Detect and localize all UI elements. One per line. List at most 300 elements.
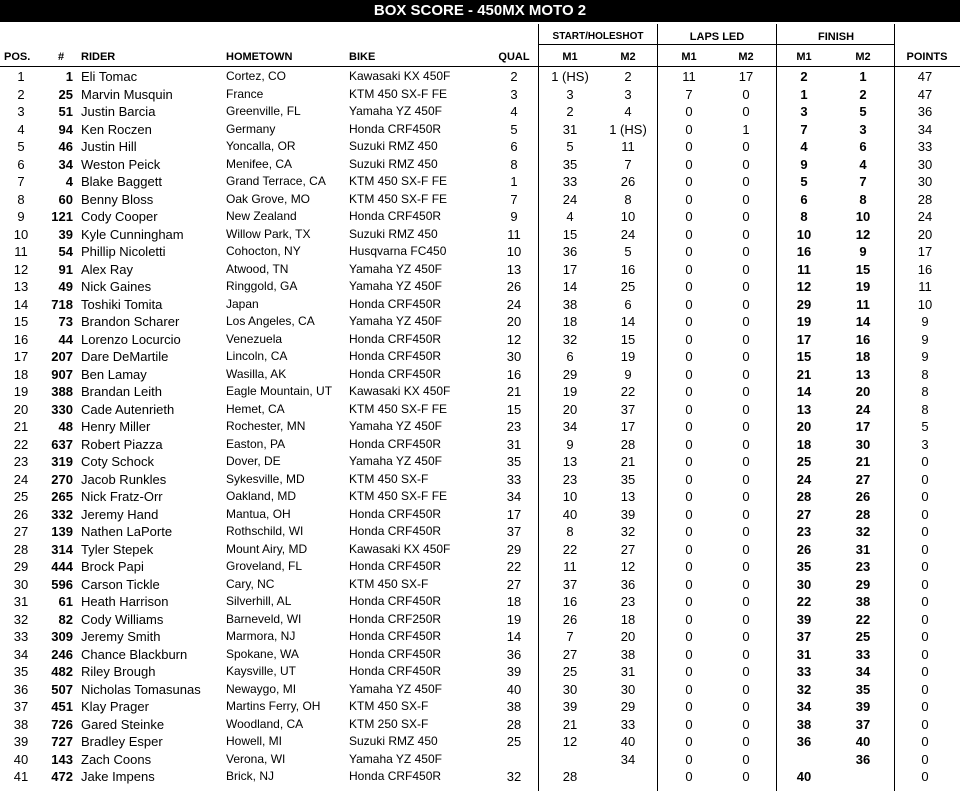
start-m2-cell: 7 [624,156,632,172]
start-m2-cell: 5 [624,244,632,259]
hometown-cell: Silverhill, AL [226,594,292,608]
laps-led-m1-cell: 0 [685,751,693,767]
laps-led-m2-cell: 17 [738,69,754,84]
number-cell: 1 [65,69,73,84]
laps-led-m1-cell: 0 [685,454,693,469]
laps-led-m2-cell: 0 [742,594,750,609]
table-row [0,646,960,664]
qual-cell: 8 [510,156,518,172]
table-row [0,261,960,279]
bike-cell: Kawasaki KX 450F [349,541,451,556]
rider-name: Riley Brough [81,664,156,679]
points-cell: 8 [921,366,929,382]
rider-name: Heath Harrison [81,594,169,609]
finish-m1-cell: 13 [796,401,812,417]
finish-m1-cell: 8 [800,209,808,224]
number-cell: 596 [51,576,73,592]
start-m1-cell: 26 [562,611,578,627]
qual-cell: 2 [510,69,518,84]
qual-cell: 14 [506,629,522,644]
table-row [0,541,960,559]
start-m2-cell: 14 [620,314,636,329]
number-cell: 388 [51,384,73,399]
finish-m1-cell: 37 [796,629,812,644]
rider-name: Weston Peick [81,156,161,172]
start-m2-cell: 23 [620,594,636,609]
rider-name: Marvin Musquin [81,86,173,102]
qual-cell: 22 [506,559,522,574]
rider-name: Justin Hill [81,139,137,154]
hometown-cell: Groveland, FL [226,559,303,573]
number-cell: 319 [51,454,73,469]
finish-m2-cell: 34 [855,664,871,679]
number-cell: 314 [51,541,73,557]
laps-led-m2-cell: 0 [742,366,750,382]
points-cell: 24 [917,209,933,224]
table-row [0,278,960,296]
start-m1-cell: 10 [562,489,578,504]
start-m2-cell: 11 [621,139,635,154]
pos-cell: 27 [13,524,29,539]
number-cell: 143 [51,751,73,767]
qual-cell: 35 [506,454,522,469]
number-cell: 726 [51,716,73,732]
finish-m2-cell: 15 [855,261,871,277]
hometown-cell: Lincoln, CA [226,349,288,363]
finish-m2-cell: 37 [855,716,871,732]
finish-m1-cell: 31 [796,646,812,662]
qual-cell: 38 [506,699,522,714]
start-m2-cell: 24 [620,226,636,242]
finish-m2-cell: 24 [855,401,871,417]
rider-name: Bradley Esper [81,734,163,749]
table-row [0,506,960,524]
start-m1-cell: 15 [562,226,578,242]
pos-cell: 11 [14,244,28,259]
table-row [0,313,960,331]
hometown-cell: Woodland, CA [226,716,304,731]
number-cell: 60 [58,191,73,207]
table-row [0,86,960,104]
start-m1-cell: 6 [566,349,574,364]
rider-name: Lorenzo Locurcio [81,331,181,347]
number-cell: 4 [65,174,73,189]
finish-m1-cell: 23 [796,524,812,539]
number-cell: 309 [51,629,73,644]
finish-m1-cell: 28 [796,489,812,504]
qual-cell: 15 [506,401,522,417]
laps-led-m1-cell: 0 [685,366,693,382]
bike-cell: Yamaha YZ 450F [349,454,442,468]
hometown-cell: Eagle Mountain, UT [226,384,333,398]
points-cell: 0 [921,576,929,592]
points-cell: 0 [921,506,929,522]
table-row [0,768,960,786]
qual-cell: 31 [506,436,522,452]
start-m2-cell: 31 [620,664,636,679]
start-m1-cell: 31 [562,121,578,137]
laps-led-m2-cell: 0 [742,629,750,644]
rider-name: Brandan Leith [81,384,162,399]
rider-name: Zach Coons [81,751,152,767]
laps-led-m2-cell: 0 [742,436,750,452]
header-finish-m2: M2 [855,51,871,63]
start-m1-cell: 24 [562,191,578,207]
points-cell: 30 [917,174,933,189]
table-row [0,383,960,401]
table-row [0,331,960,349]
pos-cell: 23 [13,454,29,469]
pos-cell: 31 [13,594,29,609]
number-cell: 482 [51,664,73,679]
laps-led-m2-cell: 0 [742,279,750,294]
hometown-cell: Barneveld, WI [226,611,302,626]
rider-name: Blake Baggett [81,174,162,189]
hometown-cell: Rothschild, WI [226,524,304,538]
start-m1-cell: 17 [562,261,578,277]
table-row [0,138,960,156]
qual-cell: 30 [506,349,522,364]
rider-name: Cade Autenrieth [81,401,175,417]
qual-cell: 17 [506,506,522,522]
bike-cell: KTM 450 SX-F [349,471,429,486]
start-m2-cell: 15 [620,331,636,347]
qual-cell: 12 [506,331,522,347]
hometown-cell: Venezuela [226,331,283,346]
rider-name: Jacob Runkles [81,471,167,487]
laps-led-m2-cell: 0 [742,471,750,487]
rider-name: Brandon Scharer [81,314,180,329]
pos-cell: 14 [13,296,29,312]
finish-m1-cell: 27 [796,506,812,522]
start-m1-cell: 29 [562,366,578,382]
rider-name: Jeremy Smith [81,629,161,644]
laps-led-m1-cell: 0 [685,209,693,224]
points-cell: 0 [921,611,929,627]
number-cell: 139 [51,524,73,539]
header-laps-led: LAPS LED [689,31,745,43]
number-cell: 39 [58,226,73,242]
laps-led-m1-cell: 0 [685,279,693,294]
laps-led-m1-cell: 0 [685,734,693,749]
number-cell: 34 [58,156,73,172]
pos-cell: 4 [17,121,25,137]
points-cell: 34 [917,121,933,137]
start-m1-cell: 9 [566,436,574,452]
finish-m1-cell: 15 [796,349,812,364]
hometown-cell: Greenville, FL [226,104,301,118]
points-cell: 0 [921,524,929,539]
qual-cell: 27 [506,576,522,592]
number-cell: 246 [51,646,73,662]
table-row [0,663,960,681]
bike-cell: Honda CRF250R [349,611,442,626]
laps-led-m2-cell: 0 [742,559,750,574]
laps-led-m2-cell: 0 [742,664,750,679]
start-m2-cell: 30 [620,681,636,697]
finish-m1-cell: 20 [796,419,812,434]
points-cell: 0 [921,594,929,609]
qual-cell: 20 [506,314,522,329]
laps-led-m1-cell: 0 [685,296,693,312]
points-cell: 10 [917,296,933,312]
table-row [0,103,960,121]
number-cell: 73 [58,314,73,329]
finish-m2-cell: 33 [855,646,871,662]
qual-cell: 21 [506,384,522,399]
start-m1-cell: 30 [562,681,578,697]
laps-led-m1-cell: 0 [685,139,693,154]
finish-m1-cell: 9 [800,156,808,172]
hometown-cell: Kaysville, UT [226,664,297,678]
start-m1-cell: 13 [562,454,578,469]
finish-m1-cell: 10 [796,226,812,242]
bike-cell: Yamaha YZ 450F [349,261,442,276]
bike-cell: KTM 450 SX-F FE [349,174,448,188]
finish-m1-cell: 24 [796,471,812,487]
hometown-cell: Oak Grove, MO [226,191,311,206]
header-led-m2: M2 [738,51,754,63]
points-cell: 47 [917,69,933,84]
qual-cell: 9 [510,209,518,224]
qual-cell: 33 [506,471,522,487]
hometown-cell: Wasilla, AK [226,366,287,381]
table-row [0,681,960,699]
finish-m1-cell: 1 [800,86,808,102]
finish-m1-cell: 33 [796,664,812,679]
start-m2-cell: 16 [620,261,636,277]
bike-cell: KTM 450 SX-F [349,576,429,591]
page-title: BOX SCORE - 450MX MOTO 2 [0,0,960,22]
finish-m2-cell: 3 [859,121,867,137]
pos-cell: 15 [13,314,29,329]
qual-cell: 36 [506,646,522,662]
laps-led-m1-cell: 0 [685,349,693,364]
pos-cell: 24 [13,471,29,487]
bike-cell: Honda CRF450R [349,296,442,311]
finish-m2-cell: 23 [855,559,871,574]
pos-cell: 33 [13,629,29,644]
bike-cell: KTM 450 SX-F [349,699,429,713]
laps-led-m2-cell: 0 [742,489,750,504]
start-m2-cell: 37 [620,401,636,417]
bike-cell: Honda CRF450R [349,331,442,346]
qual-cell: 13 [506,261,522,277]
qual-cell: 23 [506,419,522,434]
laps-led-m1-cell: 0 [685,541,693,557]
start-m1-cell: 23 [562,471,578,487]
laps-led-m1-cell: 0 [685,594,693,609]
start-m2-cell: 4 [624,104,632,119]
hometown-cell: Brick, NJ [226,769,274,783]
points-cell: 0 [921,699,929,714]
laps-led-m2-cell: 0 [742,699,750,714]
finish-m2-cell: 18 [855,349,871,364]
pos-cell: 6 [17,156,25,172]
number-cell: 270 [51,471,73,487]
header-finish-m1: M1 [796,51,812,63]
start-m2-cell: 35 [620,471,636,487]
bike-cell: Yamaha YZ 450F [349,314,442,328]
finish-m2-cell: 12 [855,226,871,242]
finish-m1-cell: 18 [796,436,812,452]
finish-m2-cell: 16 [855,331,871,347]
points-cell: 0 [921,751,929,767]
rider-name: Kyle Cunningham [81,226,184,242]
hometown-cell: Martins Ferry, OH [226,699,321,713]
hometown-cell: Japan [226,296,259,311]
start-m1-cell: 7 [566,629,574,644]
laps-led-m1-cell: 0 [685,314,693,329]
number-cell: 25 [58,86,73,102]
finish-m2-cell: 9 [859,244,867,259]
bike-cell: Honda CRF450R [349,506,442,521]
table-row [0,751,960,769]
pos-cell: 10 [13,226,29,242]
laps-led-m2-cell: 0 [742,226,750,242]
laps-led-m1-cell: 0 [685,646,693,662]
laps-led-m1-cell: 0 [685,104,693,119]
hometown-cell: Easton, PA [226,436,286,451]
finish-m1-cell: 21 [796,366,812,382]
start-m2-cell: 2 [624,69,632,84]
finish-m1-cell: 4 [800,139,808,154]
start-m2-cell: 10 [620,209,636,224]
bike-cell: Honda CRF450R [349,664,442,678]
number-cell: 94 [58,121,73,137]
finish-m2-cell: 6 [859,139,867,154]
laps-led-m1-cell: 0 [685,629,693,644]
start-m2-cell: 40 [620,734,636,749]
finish-m2-cell: 26 [855,489,871,504]
laps-led-m2-cell: 0 [742,104,750,119]
rider-name: Robert Piazza [81,436,163,452]
finish-m1-cell: 34 [796,699,812,714]
start-m1-cell: 37 [562,576,578,592]
finish-m1-cell: 40 [796,769,812,784]
laps-led-m2-cell: 0 [742,331,750,347]
rider-name: Henry Miller [81,419,151,434]
points-cell: 0 [921,559,929,574]
laps-led-m1-cell: 0 [685,716,693,732]
finish-m1-cell: 6 [800,191,808,207]
rider-name: Eli Tomac [81,69,138,84]
start-m1-cell: 32 [562,331,578,347]
start-m2-cell: 33 [620,716,636,732]
qual-cell: 37 [506,524,522,539]
number-cell: 330 [51,401,73,417]
points-cell: 17 [917,244,933,259]
qual-cell: 25 [506,734,522,749]
finish-m2-cell: 30 [855,436,871,452]
finish-m2-cell: 31 [855,541,871,557]
table-row [0,418,960,436]
laps-led-m1-cell: 0 [685,681,693,697]
hometown-cell: Cary, NC [226,576,275,591]
start-m2-cell: 12 [620,559,636,574]
number-cell: 49 [58,279,73,294]
header-finish: FINISH [817,31,855,43]
finish-m1-cell: 29 [796,296,812,312]
finish-m2-cell: 27 [855,471,871,487]
table-row [0,401,960,419]
bike-cell: Yamaha YZ 450F [349,751,442,766]
qual-cell: 1 [510,174,518,189]
rider-name: Nicholas Tomasunas [81,681,201,697]
qual-cell: 39 [506,664,522,679]
hometown-cell: Ringgold, GA [226,279,298,293]
rider-name: Dare DeMartile [81,349,169,364]
start-m1-cell: 14 [562,279,578,294]
finish-m2-cell: 32 [855,524,871,539]
bike-cell: KTM 450 SX-F FE [349,191,448,206]
qual-cell: 29 [506,541,522,557]
pos-cell: 5 [17,139,25,154]
laps-led-m1-cell: 0 [685,611,693,627]
bike-cell: Honda CRF450R [349,559,442,573]
table-row [0,611,960,629]
qual-cell: 32 [506,769,522,784]
laps-led-m1-cell: 11 [682,69,696,84]
hometown-cell: Sykesville, MD [226,471,305,486]
pos-cell: 30 [13,576,29,592]
finish-m1-cell: 2 [800,69,808,84]
group-underline [657,44,777,45]
pos-cell: 8 [17,191,25,207]
finish-m2-cell: 36 [855,751,871,767]
bike-cell: Yamaha YZ 450F [349,104,442,118]
start-m1-cell: 34 [562,419,578,434]
laps-led-m1-cell: 0 [685,699,693,714]
points-cell: 3 [921,436,929,452]
rider-name: Nick Fratz-Orr [81,489,163,504]
laps-led-m1-cell: 0 [685,384,693,399]
rider-name: Ken Roczen [81,121,152,137]
pos-cell: 7 [17,174,25,189]
number-cell: 332 [51,506,73,522]
points-cell: 0 [921,664,929,679]
finish-m1-cell: 17 [796,331,812,347]
hometown-cell: France [226,86,264,101]
number-cell: 907 [51,366,73,382]
qual-cell: 19 [506,611,522,627]
points-cell: 33 [917,139,933,154]
laps-led-m2-cell: 0 [742,261,750,277]
pos-cell: 19 [13,384,29,399]
start-m1-cell: 22 [562,541,578,557]
table-row [0,68,960,86]
points-cell: 11 [918,279,932,294]
bike-cell: Honda CRF450R [349,629,442,643]
finish-m2-cell: 7 [859,174,867,189]
rider-name: Brock Papi [81,559,144,574]
finish-m1-cell: 35 [796,559,812,574]
finish-m2-cell: 29 [855,576,871,592]
pos-cell: 22 [13,436,29,452]
rider-name: Cody Williams [81,611,164,627]
start-m1-cell: 8 [566,524,574,539]
bike-cell: KTM 450 SX-F FE [349,489,448,503]
header-hometown: HOMETOWN [226,51,293,63]
qual-cell: 40 [506,681,522,697]
bike-cell: Honda CRF450R [349,366,442,381]
points-cell: 0 [921,489,929,504]
hometown-cell: Hemet, CA [226,401,285,416]
start-m2-cell: 22 [620,384,636,399]
finish-m2-cell: 1 [859,69,867,84]
pos-cell: 17 [13,349,29,364]
hometown-cell: Menifee, CA [226,156,293,171]
